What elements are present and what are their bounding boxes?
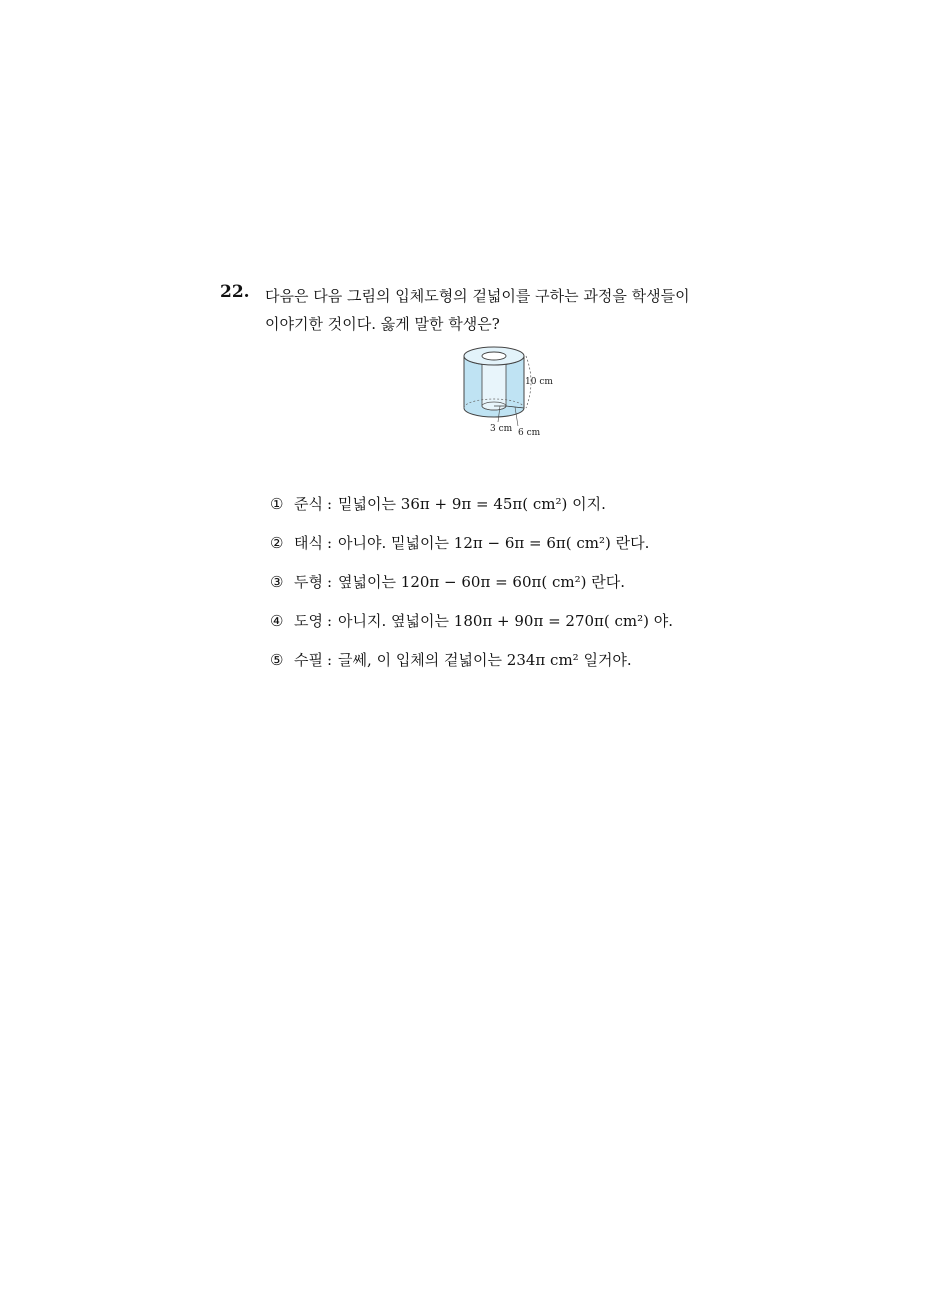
choice-2-text: 아니야. 밑넓이는 12π − 6π = 6π( cm²) 란다. [338, 534, 650, 552]
choice-1-colon: : [326, 494, 333, 513]
hollow-cylinder-figure [452, 340, 562, 445]
choice-1[interactable] [270, 484, 690, 523]
answer-choices [270, 484, 690, 679]
choice-4-text: 아니지. 옆넓이는 180π + 90π = 270π( cm²) 야. [338, 612, 674, 630]
choice-3-number: ③ [270, 572, 284, 591]
question-text-line-1: 다음은 다음 그림의 입체도형의 겉넓이를 구하는 과정을 학생들이 [265, 287, 690, 305]
choice-3-speaker: 두형 [294, 573, 323, 591]
choice-2-speaker: 태식 [294, 534, 323, 552]
outer-radius-label: 6 cm [518, 428, 541, 438]
choice-3-text: 옆넓이는 120π − 60π = 60π( cm²) 란다. [338, 573, 625, 591]
choice-1-speaker: 준식 [294, 495, 323, 513]
inner-radius-label: 3 cm [490, 424, 513, 434]
choice-5-colon: : [326, 650, 333, 669]
choice-4-speaker: 도영 [294, 612, 323, 630]
choice-5-text: 글쎄, 이 입체의 겉넓이는 234π cm² 일거야. [338, 651, 632, 669]
inner-top-ellipse [482, 352, 506, 360]
choice-1-text: 밑넓이는 36π + 9π = 45π( cm²) 이지. [338, 495, 606, 513]
choice-4-colon: : [326, 611, 333, 630]
choice-5-number: ⑤ [270, 650, 284, 669]
height-label: 10 cm [525, 377, 553, 387]
choice-3[interactable] [270, 562, 690, 601]
choice-5[interactable] [270, 640, 690, 679]
choice-4-number: ④ [270, 611, 284, 630]
choice-5-speaker: 수필 [294, 651, 323, 669]
choice-4[interactable] [270, 601, 690, 640]
question-number: 22. [220, 282, 250, 302]
choice-2[interactable] [270, 523, 690, 562]
choice-2-number: ② [270, 533, 284, 552]
hollow-cylinder-diagram [452, 340, 562, 445]
choice-1-number: ① [270, 494, 284, 513]
choice-2-colon: : [326, 533, 333, 552]
question-text [265, 282, 725, 338]
choice-3-colon: : [326, 572, 333, 591]
question-text-line-2: 이야기한 것이다. 옳게 말한 학생은? [265, 315, 500, 333]
